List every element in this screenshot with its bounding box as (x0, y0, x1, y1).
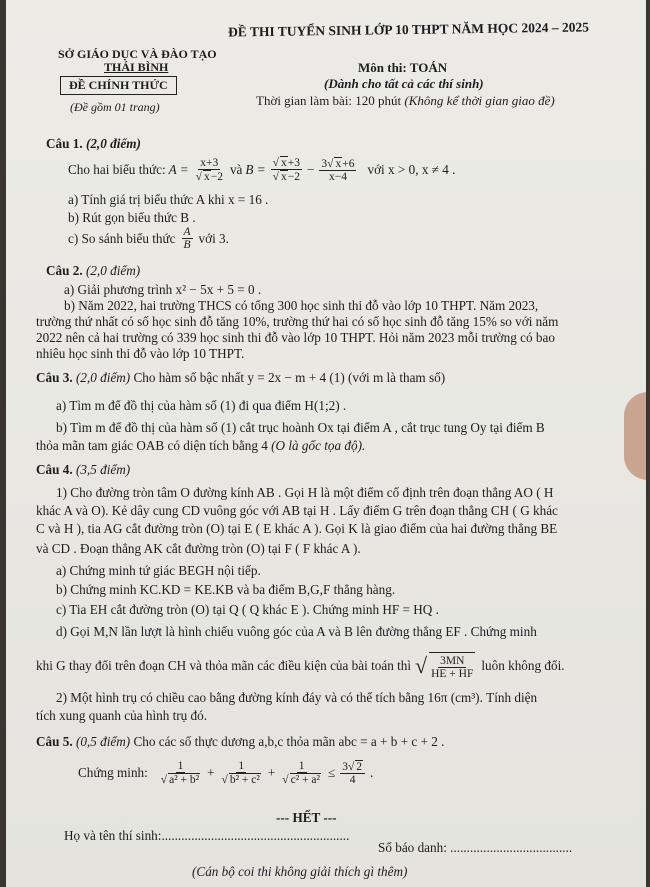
q5-plus-1: + (207, 765, 215, 780)
expr-b-label: B = (245, 161, 266, 177)
q4-p2-line1 (56, 690, 537, 706)
expr-b-f2-num-tail: +6 (342, 157, 355, 170)
q5-inequality (78, 760, 373, 786)
q4-p1-line3: C và H ), tia AG cắt đường tròn (O) tại E ( E khác A ). Gọi K là giao điểm của hai đường thẳng BE (36, 521, 558, 536)
q5-rhs-num-head: 3 (342, 761, 348, 773)
q1-intro: Cho hai biểu thức: (68, 161, 166, 177)
pages-note: (Đề gồm 01 trang) (70, 100, 160, 114)
q5-term-3-radicand: c² + a² (290, 774, 320, 786)
q3-b-text: thỏa mãn tam giác OAB có diện tích bằng 4 (36, 438, 268, 453)
q1-part-c (68, 226, 229, 251)
q3-heading (36, 370, 445, 386)
q3-number: Câu 3. (36, 370, 73, 385)
q1-and: và (229, 161, 243, 177)
q2-part-b-line4: nhiêu học sinh thi đỗ vào lớp 10 THPT. (36, 346, 245, 361)
audience: (Dành cho tất cả các thí sinh) (324, 76, 484, 91)
q4-part-b: b) Chứng minh KC.KD = KE.KB và ba điểm B,G,F thẳng hàng. (56, 582, 396, 597)
q4-part-d-line1: d) Gọi M,N lần lượt là hình chiếu vuông góc của A và B lên đường thẳng EF . Chứng minh (56, 624, 537, 639)
q5-term-1-denominator: √ a² + b² (160, 774, 200, 786)
q4-p2-post: . Tính diện (479, 690, 538, 705)
q5-rhs (340, 760, 365, 786)
q4-points: (3,5 điểm) (75, 462, 131, 477)
q4-d-text: khi G thay đổi trên đoạn CH và thỏa mãn các điều kiện của bài toán thì (36, 658, 412, 673)
thumb-overlay (624, 392, 646, 480)
q2-part-b-line2: trường thứ nhất có số học sinh đỗ tăng 10%, trường thứ hai có số học sinh đỗ tăng 15% so với năm (36, 314, 559, 329)
q5-dot: . (370, 765, 374, 780)
q1-c-fraction (182, 226, 193, 251)
q5-term-1-numerator: 1 (177, 760, 184, 772)
q1-c-post: với 3. (198, 230, 229, 246)
official-label: ĐỀ CHÍNH THỨC (60, 76, 177, 95)
q1-c-numerator: A (183, 226, 191, 238)
q1-c-text: c) So sánh biểu thức (68, 230, 176, 246)
q4-d-numerator: 3MN (440, 655, 465, 667)
q5-intro: Cho các số thực dương a,b,c thỏa mãn abc = a + b + c + 2 . (133, 734, 445, 749)
expr-b-f2-num-radicand: x (335, 157, 342, 170)
candidate-name-label: Họ và tên thí sinh: (64, 828, 162, 843)
expr-b-f1-den-tail: −2 (287, 171, 300, 183)
candidate-id-line (378, 840, 572, 856)
q2-part-b-line1: b) Năm 2022, hai trường THCS có tổng 300 học sinh thi đỗ vào lớp 10 THPT. Năm 2023, (64, 298, 539, 313)
q5-heading (36, 734, 444, 750)
q1-number: Câu 1. (46, 136, 83, 151)
q3-intro: Cho hàm số bậc nhất y = 2x − m + 4 (1) (với m là tham số) (133, 370, 446, 385)
province-name: THÁI BÌNH (104, 60, 169, 74)
q3-b-note: (O là gốc tọa độ). (271, 438, 366, 453)
q2-part-b-line3: 2022 nên cả hai trường có 339 học sinh thi đỗ vào lớp 10 THPT. Hỏi năm 2023 mỗi trường có bao (36, 330, 555, 345)
q3-points: (2,0 điểm) (75, 370, 131, 385)
expr-b-f2-numerator: 3√ x+6 (321, 157, 355, 170)
q5-term-3-denominator: √ c² + a² (282, 774, 320, 786)
q5-leq: ≤ (327, 765, 336, 780)
q2-heading (46, 263, 140, 279)
q4-number: Câu 4. (36, 462, 73, 477)
q4-p2-text: 2) Một hình trụ có chiều cao bằng đường kính đáy và có thể tích bằng 16π (56, 690, 448, 705)
q4-p2-line2: tích xung quanh của hình trụ đó. (36, 708, 208, 723)
candidate-id-label: Số báo danh: (378, 840, 447, 855)
q5-term-2-radicand: b² + c² (229, 774, 260, 786)
expr-b-f1-denominator: √ x−2 (272, 171, 300, 183)
q5-points: (0,5 điểm) (75, 734, 131, 749)
expr-b-fraction-2 (319, 157, 356, 183)
q1-heading (46, 136, 141, 152)
invigilator-note: (Cán bộ coi thi không giải thích gì thêm) (192, 864, 408, 879)
time-text: Thời gian làm bài: 120 phút (256, 93, 402, 108)
q4-d-denominator: HE + HF (431, 668, 474, 680)
q4-d-post: luôn không đổi. (481, 658, 565, 673)
q5-term-3 (280, 760, 323, 786)
q4-p2-unit: (cm³) (450, 690, 480, 705)
expr-a-numerator: x+3 (200, 156, 219, 169)
expr-b-f2-num-head: 3 (321, 157, 328, 170)
expr-a-fraction (194, 157, 225, 183)
radical-sign-icon: √ (415, 653, 428, 678)
q4-p1-line4: và CD . Đoạn thẳng AK cắt đường tròn (O) tại F ( F khác A ). (36, 541, 361, 556)
q4-heading (36, 462, 130, 478)
q5-rhs-numerator: 3√ 2 (340, 760, 365, 774)
expr-b-f1-num-radicand: x (280, 157, 287, 169)
q5-term-2-denominator: √ b² + c² (221, 774, 260, 786)
q4-part-a: a) Chứng minh tứ giác BEGH nội tiếp. (56, 563, 261, 578)
q4-d-fraction (429, 652, 475, 680)
q5-plus-2: + (267, 765, 276, 780)
q2-number: Câu 2. (46, 263, 83, 278)
candidate-name-line (64, 828, 349, 844)
q5-term-1 (159, 760, 202, 786)
department-name: SỞ GIÁO DỤC VÀ ĐÀO TẠO (58, 47, 217, 61)
q1-points: (2,0 điểm) (85, 136, 141, 151)
time-limit (256, 93, 555, 109)
q1-condition: với x > 0, x ≠ 4 . (367, 161, 456, 177)
q4-part-c: c) Tia EH cắt đường tròn (O) tại Q ( Q khác E ). Chứng minh HF = HQ . (56, 602, 439, 617)
q5-term-1-radicand: a² + b² (169, 774, 200, 786)
q5-term-2-numerator: 1 (238, 760, 245, 772)
q4-p1-line1: 1) Cho đường tròn tâm O đường kính AB . Gọi H là một điểm cố định trên đoạn thẳng AO ( H (56, 485, 554, 500)
exam-paper (6, 0, 646, 887)
exam-title: ĐỀ THI TUYỂN SINH LỚP 10 THPT NĂM HỌC 2024 – 2025 (227, 19, 590, 40)
candidate-id-dots: ..................................... (450, 840, 573, 855)
expr-a-label: A = (168, 161, 189, 177)
expr-b-minus: − (306, 161, 315, 177)
expr-a-den-radicand: x (203, 170, 210, 183)
q3-part-b-line1: b) Tìm m để đồ thị của hàm số (1) cắt trục hoành Ox tại điểm A , cắt trục tung Oy tại điểm B (56, 420, 545, 435)
expr-b-f1-num-tail: +3 (287, 157, 300, 169)
q1-c-denominator: B (183, 239, 191, 251)
q5-term-3-numerator: 1 (298, 760, 305, 772)
subject: Môn thi: TOÁN (358, 60, 448, 75)
q1-part-a: a) Tính giá trị biểu thức A khi x = 16 . (68, 192, 269, 207)
candidate-name-dots: ......................................................... (161, 828, 350, 843)
q5-rhs-denominator: 4 (349, 774, 356, 786)
q5-rhs-num-radicand: 2 (356, 761, 363, 773)
expr-b-f1-numerator: √ x+3 (272, 157, 300, 169)
expr-b-f1-den-radicand: x (280, 171, 287, 183)
expr-b-fraction-1 (271, 156, 302, 183)
q4-p1-line2: khác A và O). Kẻ dây cung CD vuông góc với AB tại H . Lấy điểm G trên đoạn thẳng CH ( G khác (36, 503, 558, 518)
q4-d-root (415, 652, 477, 680)
expr-a-den-tail: −2 (210, 170, 223, 183)
q2-part-a: a) Giải phương trình x² − 5x + 5 = 0 . (64, 282, 262, 297)
expr-a-denominator: √ x−2 (195, 170, 223, 183)
q5-prove-label: Chứng minh: (78, 765, 148, 780)
end-marker: --- HẾT --- (276, 810, 337, 825)
q3-part-b-line2 (36, 438, 365, 454)
q1-part-b: b) Rút gọn biểu thức B . (68, 210, 196, 225)
q3-part-a: a) Tìm m để đồ thị của hàm số (1) đi qua điểm H(1;2) . (56, 398, 347, 413)
time-note: (Không kể thời gian giao đề) (404, 93, 555, 108)
q2-points: (2,0 điểm) (85, 263, 141, 278)
q4-part-d-line2 (36, 652, 565, 680)
q1-expressions (68, 156, 455, 183)
expr-b-f2-denominator: x−4 (328, 170, 347, 183)
q5-number: Câu 5. (36, 734, 73, 749)
q5-term-2 (220, 760, 263, 786)
